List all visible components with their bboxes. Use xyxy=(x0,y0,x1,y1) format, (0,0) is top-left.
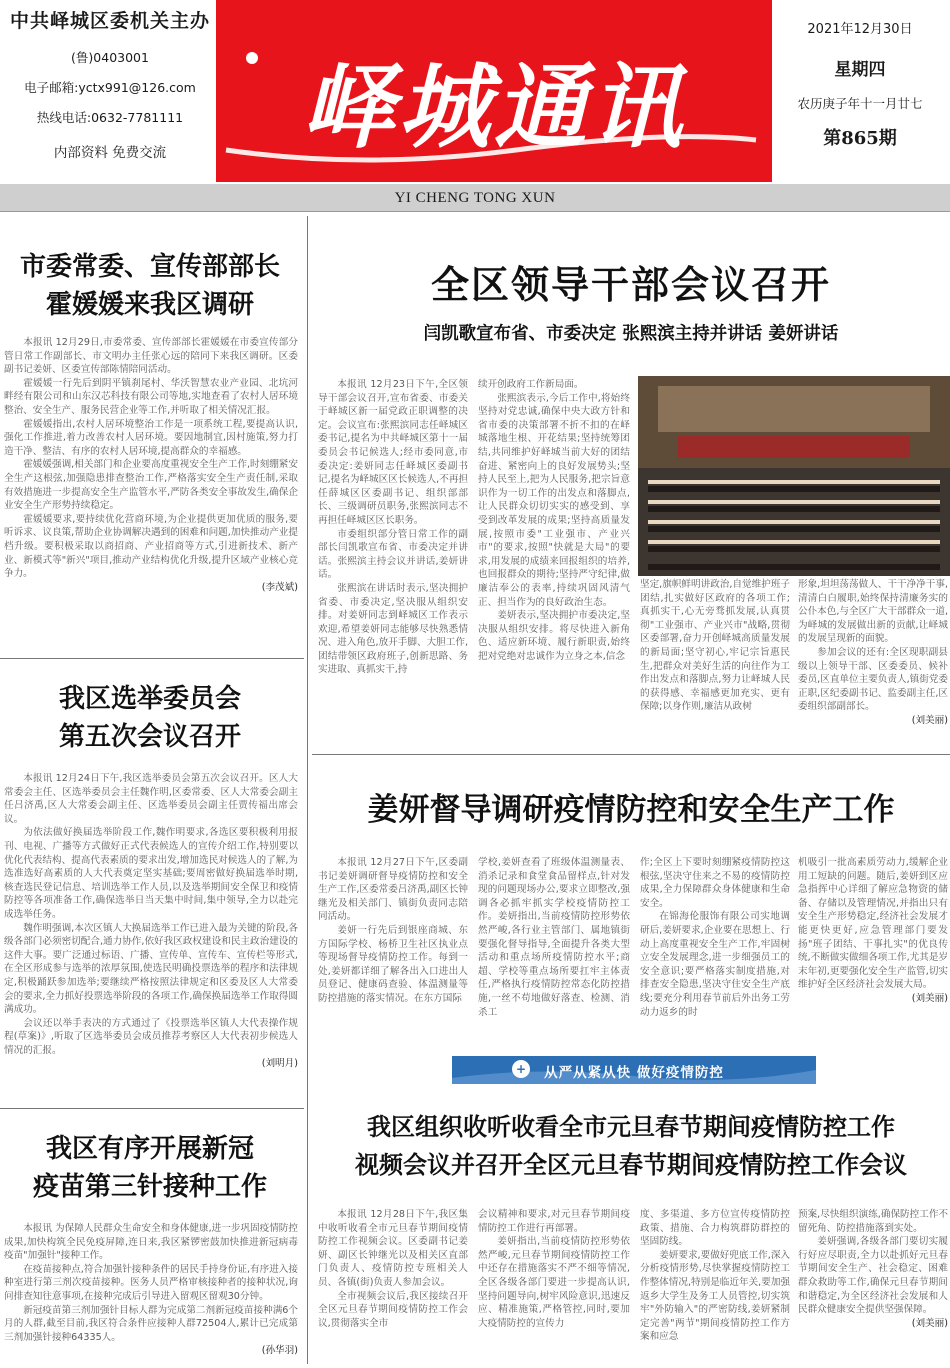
paragraph: 学校,姜妍查看了班级体温测量表、消杀记录和食堂食品留样点,针对发现的问题现场办公,要求立即整改,强调各必抓牢抓实学校疫情防控工作。姜妍指出,当前疫情防控形势依然严峻,各行业主管部门、属地镇街要强化督导指导,全面提升各类大型活动和重点场所疫情防控水平;商超、学校等重点场所要扛牢主体责任,严格执行疫情防控常态化防控措施,一丝不苟地做好落查、检测、消杀工 xyxy=(478,857,630,1018)
issue-number: 第865期 xyxy=(823,128,897,149)
article-title xyxy=(4,680,296,756)
paragraph: 形象,坦坦荡荡做人、干干净净干事,清清白白履职,始终保持清廉务实的公仆本色,与全区广大干部群众一道,为峄城的发展做出新的贡献,让峄城的发展呈现新的面貌。 xyxy=(798,579,948,645)
article-body xyxy=(4,1222,298,1366)
paragraph: 霍媛媛一行先后到阴平镇刹尾村、华沃智慧农业产业园、北坑河畔经有限公司和山东汉芯科技有限公司等地,实地查看了农村人居环境整治、安全生产、服务民营企业等工作,并听取了相关情况汇报。 xyxy=(4,377,298,416)
phone-line: 热线电话:0632-7781111 xyxy=(36,110,184,125)
cross-icon: + xyxy=(512,1060,530,1078)
paragraph: 本报讯 12月24日下午,我区选举委员会第五次会议召开。区人大常委会主任、区选举委员会主任魏作明,区委常委、区人大常委会副主任吕济禹,区人大常委会副主任、区选举委员会副主任贾传福出席会议。 xyxy=(4,773,298,825)
article-title xyxy=(4,1130,296,1206)
paragraph: 在疫苗接种点,符合加强针接种条件的居民手持身份证,有序进入接种室进行第三剂次疫苗接种。医务人员严格审核接种者的接种状况,询问排查知往意事项,在接种完成后引导进入留观区留观30分钟。 xyxy=(4,1263,298,1302)
paragraph: 姜妍要求,要做好兜底工作,深入分析疫情形势,尽快掌握疫情防控工作整体情况,特别是临近年关,要加强返乡大学生及务工人员管控,切实筑牢"外防输入"的严密防线,姜妍紧制定完善"两节"期间疫情防控工作方案和应急 xyxy=(640,1249,790,1343)
paragraph: 参加会议的还有:全区现职副县级以上领导干部、区委委员、候补委员,区直单位主要负责人,镇街党委正职,区纪委副书记、监委副主任,区委组织部副部长。 xyxy=(798,646,948,713)
lunar-date: 农历庚子年十一月廿七 xyxy=(797,96,923,111)
masthead xyxy=(216,0,772,182)
paragraph: 新冠疫苗第三剂加强针目标人群为完成第二剂新冠疫苗接种满6个月的人群,截至目前,我区符合条件应接种人群72504人,累计已完成第三剂加强针接种64335人。 xyxy=(4,1304,298,1343)
paragraph: 霍媛媛强调,相关部门和企业要高度重视安全生产工作,时刻绷紧安全生产这根弦,加强隐患排查整治工作,严格落实安全生产责任制,采取有效措施进一步提高安全生产监管水平,严防各类安全事故发生,确保企业安全生产形势持续稳定。 xyxy=(4,459,298,512)
paragraph: 续开创政府工作新局面。 xyxy=(478,379,584,390)
title-line-1: 我区组织收听收看全市元旦春节期间疫情防控工作 xyxy=(367,1112,895,1141)
column-divider xyxy=(307,216,308,1364)
article-title: 姜妍督导调研疫情防控和安全生产工作 xyxy=(367,792,895,828)
paragraph: 本报讯 12月23日下午,全区领导干部会议召开,宣布省委、市委关于峄城区新一届党政正职调整的决定。会议宣布:张熙滨同志任峄城区委书记,提名为中共峄城区第十一届委员会书记候选人;经市委同意,市委决定:姜妍同志任峄城区委副书记,提名为峄城区区长候选人,不再担任薛城区区委副书记、组织部部长、三级调研员职务,张熙滨同志不再担任峄城区区长职务。 xyxy=(318,379,468,526)
weekday: 星期四 xyxy=(834,60,886,80)
title-line-1: 我区有序开展新冠 xyxy=(45,1134,254,1164)
article-column xyxy=(478,856,630,1046)
byline: (刘美丽) xyxy=(911,714,948,726)
article-column xyxy=(318,856,468,1046)
paragraph: 市委组织部分管日常工作的副部长闫凯歌宣布省、市委决定并讲话。张熙滨主持会议并讲话,姜妍讲话。 xyxy=(318,528,468,581)
lead-column xyxy=(318,378,468,744)
byline: (刘美丽) xyxy=(911,1317,948,1329)
publisher-org: 中共峄城区委机关主办 xyxy=(10,10,211,32)
article-column xyxy=(798,1208,948,1366)
lead-column xyxy=(798,578,948,744)
byline: (刘明月) xyxy=(261,1058,298,1070)
article-column xyxy=(640,1208,790,1366)
lead-subtitle: 闫凯歌宣布省、市委决定 张熙滨主持并讲话 姜妍讲话 xyxy=(423,324,839,344)
paragraph: 本报讯 12月28日下午,我区集中收听收看全市元旦春节期间疫情防控工作视频会议。区委副书记姜妍、副区长钟继光以及相关区直部门负责人、疫情防控专班相关人员、各镇(街)负责人参加会议。 xyxy=(318,1209,468,1288)
paragraph: 坚定,旗帜鲜明讲政治,自觉维护班子团结,扎实做好区政府的各项工作;真抓实干,心无旁骛抓发展,认真贯彻"工业强市、产业兴市"战略,贯彻区委部署,奋力开创峄城高质量发展的新局面;坚守初心,牢记宗旨惠民生,把群众对美好生活的向往作为工作出发点和落脚点,努力让峄城人民的获得感、幸福感更加充实、更有保障;以身作则,廉洁从政树 xyxy=(640,579,790,713)
title-line-2: 第五次会议召开 xyxy=(58,722,241,752)
title-line-2: 疫苗第三针接种工作 xyxy=(32,1172,267,1202)
paragraph: 姜妍表示,坚决拥护市委决定,坚决服从组织安排。将尽快进入新角色、适应新环境、履行新职责,始终把对党绝对忠诚作为立身之本,信念 xyxy=(478,610,630,662)
paragraph: 会议精神和要求,对元旦春节期间疫情防控工作进行再部署。 xyxy=(478,1209,630,1234)
paragraph: 会议还以举手表决的方式通过了《投票选举区镇人大代表操作规程(草案)》,听取了区选举委员会成员推荐考察区人大代表初步候选人情况的汇报。 xyxy=(4,1017,298,1056)
paragraph: 预案,尽快组织演练,确保防控工作不留死角、防控措施落到实处。 xyxy=(798,1209,948,1234)
paragraph: 机吸引一批高素质劳动力,缓解企业用工短缺的问题。随后,姜妍到区应急指挥中心详细了解应急物资的储备、存储以及管理情况,并指出只有安全生产形势稳定,经济社会发展才能更快更好,应急管理部门要发扬"班子团结、干事扎实"的优良传统,不断做实做细各项工作,尤其是岁末年初,更要强化安全生产监管,切实维护好全区经济社会发展大局。 xyxy=(798,857,948,991)
byline: (刘美丽) xyxy=(911,992,948,1004)
section-divider xyxy=(0,1108,304,1109)
header-right-info xyxy=(780,18,940,150)
meeting-hall-image xyxy=(638,376,950,576)
article-body xyxy=(4,772,298,1098)
paragraph: 本报讯 12月29日,市委常委、宣传部部长霍媛媛在市委宣传部分管日常工作副部长、市文明办主任张心远的陪同下来我区调研。区委副书记姜妍、区委宣传部陈情陪同活动。 xyxy=(4,337,298,376)
paragraph: 霍媛媛指出,农村人居环境整治工作是一项系统工程,要提高认识,强化工作推进,着力改善农村人居环境。要因地制宜,因村施策,努力打造干净、整洁、有序的农村人居环境,提高群众的幸福感。 xyxy=(4,418,298,457)
article-column xyxy=(640,856,790,1046)
article-title xyxy=(4,248,296,324)
issue-date: 2021年12月30日 xyxy=(807,22,913,37)
header-left-info xyxy=(10,6,210,161)
pinyin-bar: YI CHENG TONG XUN xyxy=(0,184,950,212)
paragraph: 在锦海伦服饰有限公司实地调研后,姜妍要求,企业要在思想上、行动上高度重视安全生产工作,牢固树立安全发展理念,进一步细强员工的安全意识;要严格落实制度措施,对排查安全隐患,坚决守住安全生产底线;要充分利用春节前后外出务工劳动力返乡的时 xyxy=(640,911,790,1018)
paragraph: 为依法做好换届选举阶段工作,魏作明要求,各选区要积极利用报刊、电视、广播等方式做好正式代表候选人的宣传介绍工作,特别要以优化代表结构、提高代表素质的要求出发,增加选民对候选人的了解,为选准选好高素质的人大代表奠定坚实基础;要周密做好换届选举时期,核查选民登记信息、培训选举工作人员,以及选举期间安全保卫和疫情防控等各项准备工作,确保选举日当天集中时间,集中领导,全力以赴完成选举任务。 xyxy=(4,827,298,920)
title-line-1: 我区选举委员会 xyxy=(58,684,241,714)
section-divider xyxy=(0,658,304,659)
paragraph: 张熙滨表示,今后工作中,将始终坚持对党忠诚,确保中央大政方针和省市委的决策部署不折不扣的在峄城落地生根、开花结果;坚持统筹团结,共同维护好峄城当前大好的团结奋进、紧密向上的良好发展势头;坚持人民至上,把为人民服务,把宗旨意识作为一切工作的出发点和落脚点,让人民群众切切实实的感受到、享受到改革发展的成果;坚持高质量发展,按照市委"工业强市、产业兴市"的要求,按照"快就是大局"的要求,用发展的成绩来回报组织的培养,也回报群众的期待;坚持严守纪律,做廉洁奉公的表率,持续巩固风清气正、担当作为的良好政治生态。 xyxy=(478,392,630,608)
article-column xyxy=(318,1208,468,1366)
paragraph: 作;全区上下要时刻绷紧疫情防控这根弦,坚决守住来之不易的疫情防控成果,全力保障群众身体健康和生命安全。 xyxy=(640,857,790,909)
paragraph: 全市视频会议后,我区接续召开全区元旦春节期间疫情防控工作会议,贯彻落实全市 xyxy=(318,1290,468,1329)
lead-title: 全区领导干部会议召开 xyxy=(430,262,831,307)
paragraph: 张熙滨在讲话时表示,坚决拥护省委、市委决定,坚决服从组织安排。对姜妍同志到峄城区工作表示欢迎,希望姜妍同志能够尽快熟悉情况、进入角色,放开手脚、大胆工作,团结带领区政府班子,创新思路、务实进取、真抓实干,持 xyxy=(318,582,468,676)
byline: (孙华羽) xyxy=(261,1345,298,1357)
section-divider xyxy=(312,754,950,755)
epidemic-banner xyxy=(452,1056,816,1084)
lead-column xyxy=(640,578,790,744)
byline: (李茂斌) xyxy=(261,581,298,593)
title-line-2: 视频会议并召开全区元旦春节期间疫情防控工作会议 xyxy=(355,1150,907,1179)
title-line-2: 霍媛媛来我区调研 xyxy=(45,290,254,320)
paragraph: 本报讯 12月27日下午,区委副书记姜妍调研督导疫情防控和安全生产工作,区委常委吕济禹,副区长钟继光及相关部门、镇街负责同志陪同活动。 xyxy=(318,857,468,923)
article-title xyxy=(316,1108,946,1184)
paragraph: 霍媛媛要求,要持续优化营商环境,为企业提供更加优质的服务,要听诉求、议良策,帮助企业协调解决遇到的困难和问题,加快推动产业提档升级。要积极采取以商招商、产业招商等方式,引进新技术、新产业、新模式等"新兴"项目,推动产业结构优化升级,提升区域产业核心竞争力。 xyxy=(4,513,298,580)
masthead-title: 峄城通讯 xyxy=(301,53,686,161)
email-line: 电子邮箱:yctx991@126.com xyxy=(24,80,196,95)
paragraph: 本报讯 为保障人民群众生命安全和身体健康,进一步巩固疫情防控成果,加快构筑全民免疫屏障,连日来,我区紧锣密鼓加快推进新冠病毒疫苗"加强针"接种工作。 xyxy=(4,1223,298,1262)
article-column xyxy=(478,1208,630,1366)
paragraph: 姜妍指出,当前疫情防控形势依然严峻,元旦春节期间疫情防控工作中还存在措施落实不严不细等情况,全区各级各部门要进一步提高认识,坚持问题导向,树牢风险意识,迅速反应、精准施策,严格管控,同时,要加大疫情防控的宣传力 xyxy=(478,1236,630,1329)
paragraph: 度、多渠道、多方位宣传疫情防控政策、措施、合力构筑群防群控的坚固防线。 xyxy=(640,1209,790,1248)
paragraph: 姜妍强调,各级各部门要切实履行好应尽职责,全力以赴抓好元旦春节期间安全生产、社会稳定、困难群众救助等工作,确保元旦春节期间和谐稳定,为全区经济社会发展和人民群众健康安全提供坚强保障。 xyxy=(798,1236,948,1316)
article-column xyxy=(798,856,948,1046)
banner-text: 从严从紧从快 做好疫情防控 xyxy=(544,1065,724,1081)
meeting-photo xyxy=(638,376,950,576)
license-number: (鲁)0403001 xyxy=(71,50,149,65)
lead-column xyxy=(478,378,630,744)
distribution-note: 内部资料 免费交流 xyxy=(53,145,167,161)
article-body xyxy=(4,336,298,652)
paragraph: 姜妍一行先后到银座商城、东方国际学校、杨桥卫生社区执业点等现场督导疫情防控工作。每到一处,姜妍都详细了解各出入口进出人员登记、健康码查验、体温测量等防控措施的落实情况。在东方国际 xyxy=(318,924,468,1004)
paragraph: 魏作明强调,本次区镇人大换届选举工作已进入最为关键的阶段,各级各部门必须密切配合,通力协作,依好我区政权建设和民主政治建设的这件大事。要广泛通过标语、广播、宣传单、宣传车、宣传栏等形式,在全区形成参与选举的浓厚氛围,使选民明确投票选举的程序和法律规定,积极踊跃参加选举;要继续严格按照法律规定和区委及区人大常委会的要求,全力抓好投票选举阶段的各项工作,确保换届选举工作取得圆满成功。 xyxy=(4,922,298,1016)
title-line-1: 市委常委、宣传部部长 xyxy=(19,252,280,282)
